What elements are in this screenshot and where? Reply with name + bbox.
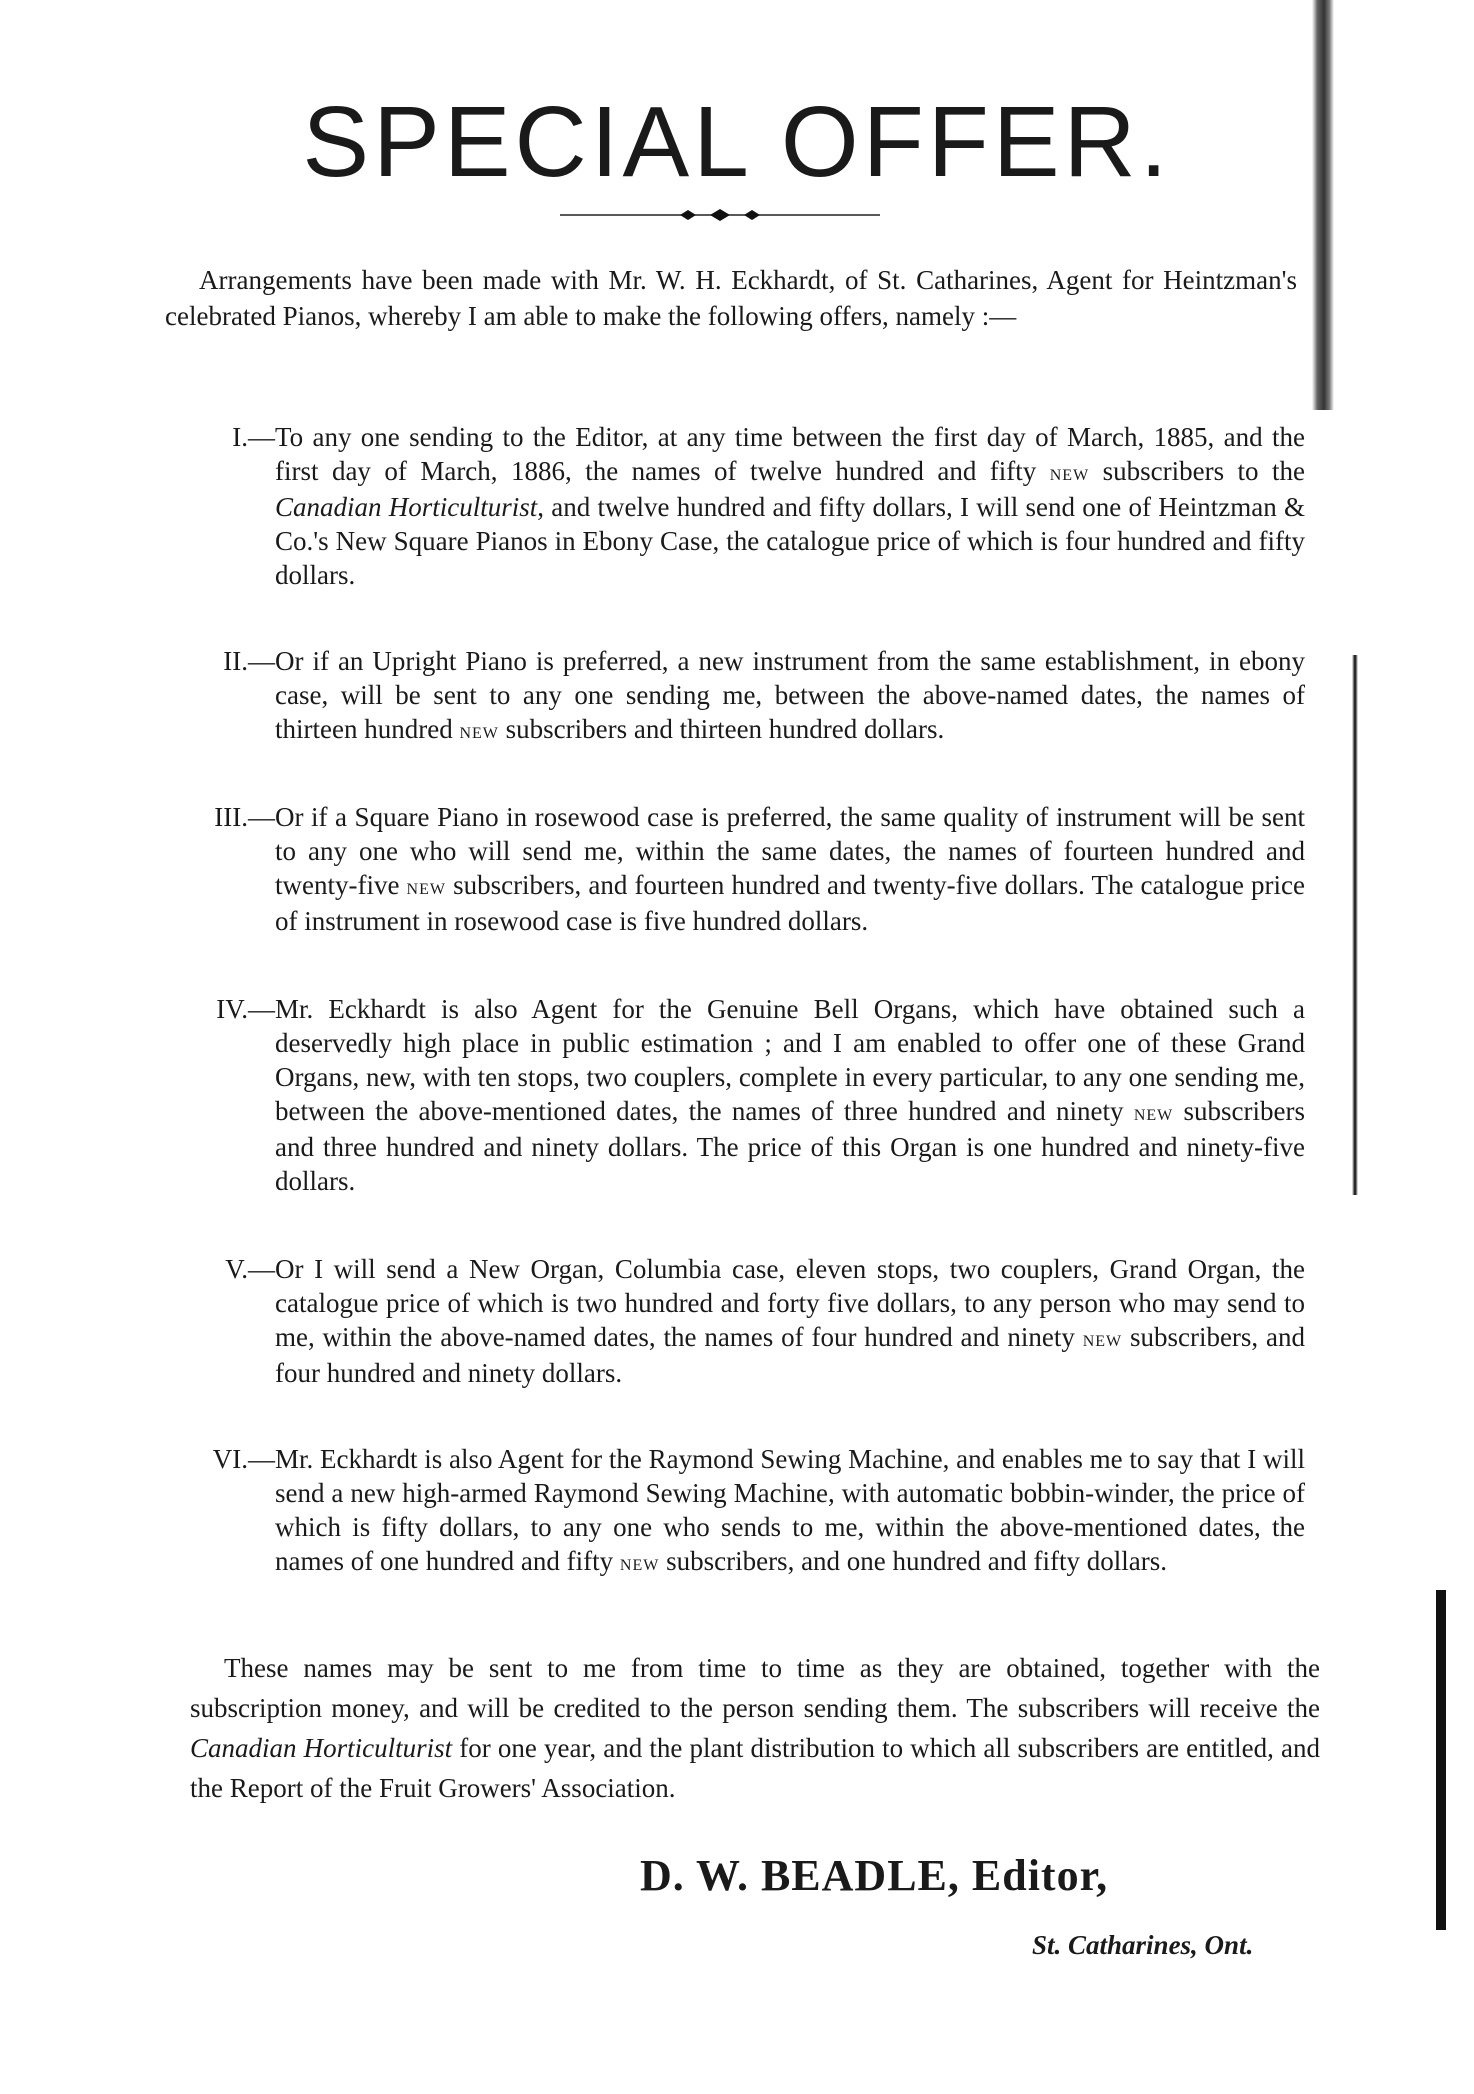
- offer-item: [175, 1252, 1305, 1390]
- editor-location: St. Catharines, Ont.: [1032, 1930, 1254, 1960]
- offer-text: Or if a Square Piano in rosewood case is preferred, the same quality of instrument will be sent to any one who will send me, within the same dates, the names of fourteen hundred and twenty-five new subscribers, and fourteen hundred and twenty-five dollars. The catalogue price of instrument in rosewood case is five hundred dollars.: [275, 802, 1306, 936]
- offer-item: [175, 420, 1305, 592]
- offer-item: [175, 644, 1305, 748]
- decorative-rule: [560, 208, 880, 222]
- offer-text: Or if an Upright Piano is preferred, a new instrument from the same establishment, in ebony case, will be sent to any one sending me, between the above-named dates, the names of thirteen hundred new subscribers and thirteen hundred dollars.: [275, 646, 1305, 744]
- new-word: new: [459, 718, 499, 743]
- offer-number: V.—: [225, 1254, 275, 1284]
- offer-number: IV.—: [216, 994, 275, 1024]
- offer-number: II.—: [223, 646, 275, 676]
- scan-edge-shadow-bottom: [1436, 1590, 1446, 1930]
- offer-number: VI.—: [212, 1444, 275, 1474]
- offer-item: [175, 992, 1305, 1198]
- scan-edge-shadow-middle: [1352, 655, 1358, 1195]
- publication-title: Canadian Horticulturist: [190, 1733, 453, 1763]
- offer-item: [175, 1442, 1305, 1580]
- offer-text: To any one sending to the Editor, at any time between the first day of March, 1885, and the first day of March, 1886, the names of twelve hundred and fifty new subscribers to the Canadian Horticulturist, and twelve hundred and fifty dollars, I will send one of Heintzman & Co.'s New Square Pianos in Ebony Case, the catalogue price of which is four hundred and fifty dollars.: [275, 422, 1305, 590]
- closing-paragraph: These names may be sent to me from time to time as they are obtained, together with the subscription money, and will be credited to the person sending them. The subscribers will receive the Canadian Horticulturist for one year, and the plant distribution to which all subscribers are entitled, and the Report of the Fruit Growers' Association.: [190, 1653, 1321, 1803]
- new-word: new: [1133, 1100, 1174, 1125]
- new-word: new: [619, 1550, 660, 1575]
- offer-number: III.—: [214, 802, 275, 832]
- new-word: new: [1082, 1326, 1123, 1351]
- new-word: new: [406, 874, 446, 899]
- intro-paragraph: Arrangements have been made with Mr. W. H. Eckhardt, of St. Catharines, Agent for Heintzman's celebrated Pianos, whereby I am able to make the following offers, namely :—: [165, 265, 1297, 331]
- offer-text: Or I will send a New Organ, Columbia case, eleven stops, two couplers, Grand Organ, the catalogue price of which is two hundred and forty five dollars, to any person who may send to me, within the above-named dates, the names of four hundred and ninety new subscribers, and four hundred and ninety dollars.: [275, 1254, 1305, 1388]
- new-word: new: [1049, 460, 1090, 485]
- offer-text: Mr. Eckhardt is also Agent for the Genuine Bell Organs, which have obtained such a deservedly high place in public estimation ; and I am enabled to offer one of these Grand Organs, new, with ten stops, two couplers, complete in every particular, to any one sending me, between the above-mentioned dates, the names of three hundred and ninety new subscribers and three hundred and ninety dollars. The price of this Organ is one hundred and ninety-five dollars.: [275, 994, 1305, 1196]
- publication-title: Canadian Horticulturist: [275, 492, 538, 522]
- scan-edge-shadow-top: [1312, 0, 1334, 410]
- editor-signature: D. W. BEADLE, Editor,: [640, 1851, 1109, 1900]
- offer-item: [175, 800, 1305, 938]
- offer-text: Mr. Eckhardt is also Agent for the Raymond Sewing Machine, and enables me to say that I will send a new high-armed Raymond Sewing Machine, with automatic bobbin-winder, the price of which is fifty dollars, to any one who sends to me, within the above-mentioned dates, the names of one hundred and fifty new subscribers, and one hundred and fifty dollars.: [275, 1444, 1305, 1576]
- offer-number: I.—: [232, 422, 275, 452]
- page-title: SPECIAL OFFER.: [302, 86, 1172, 198]
